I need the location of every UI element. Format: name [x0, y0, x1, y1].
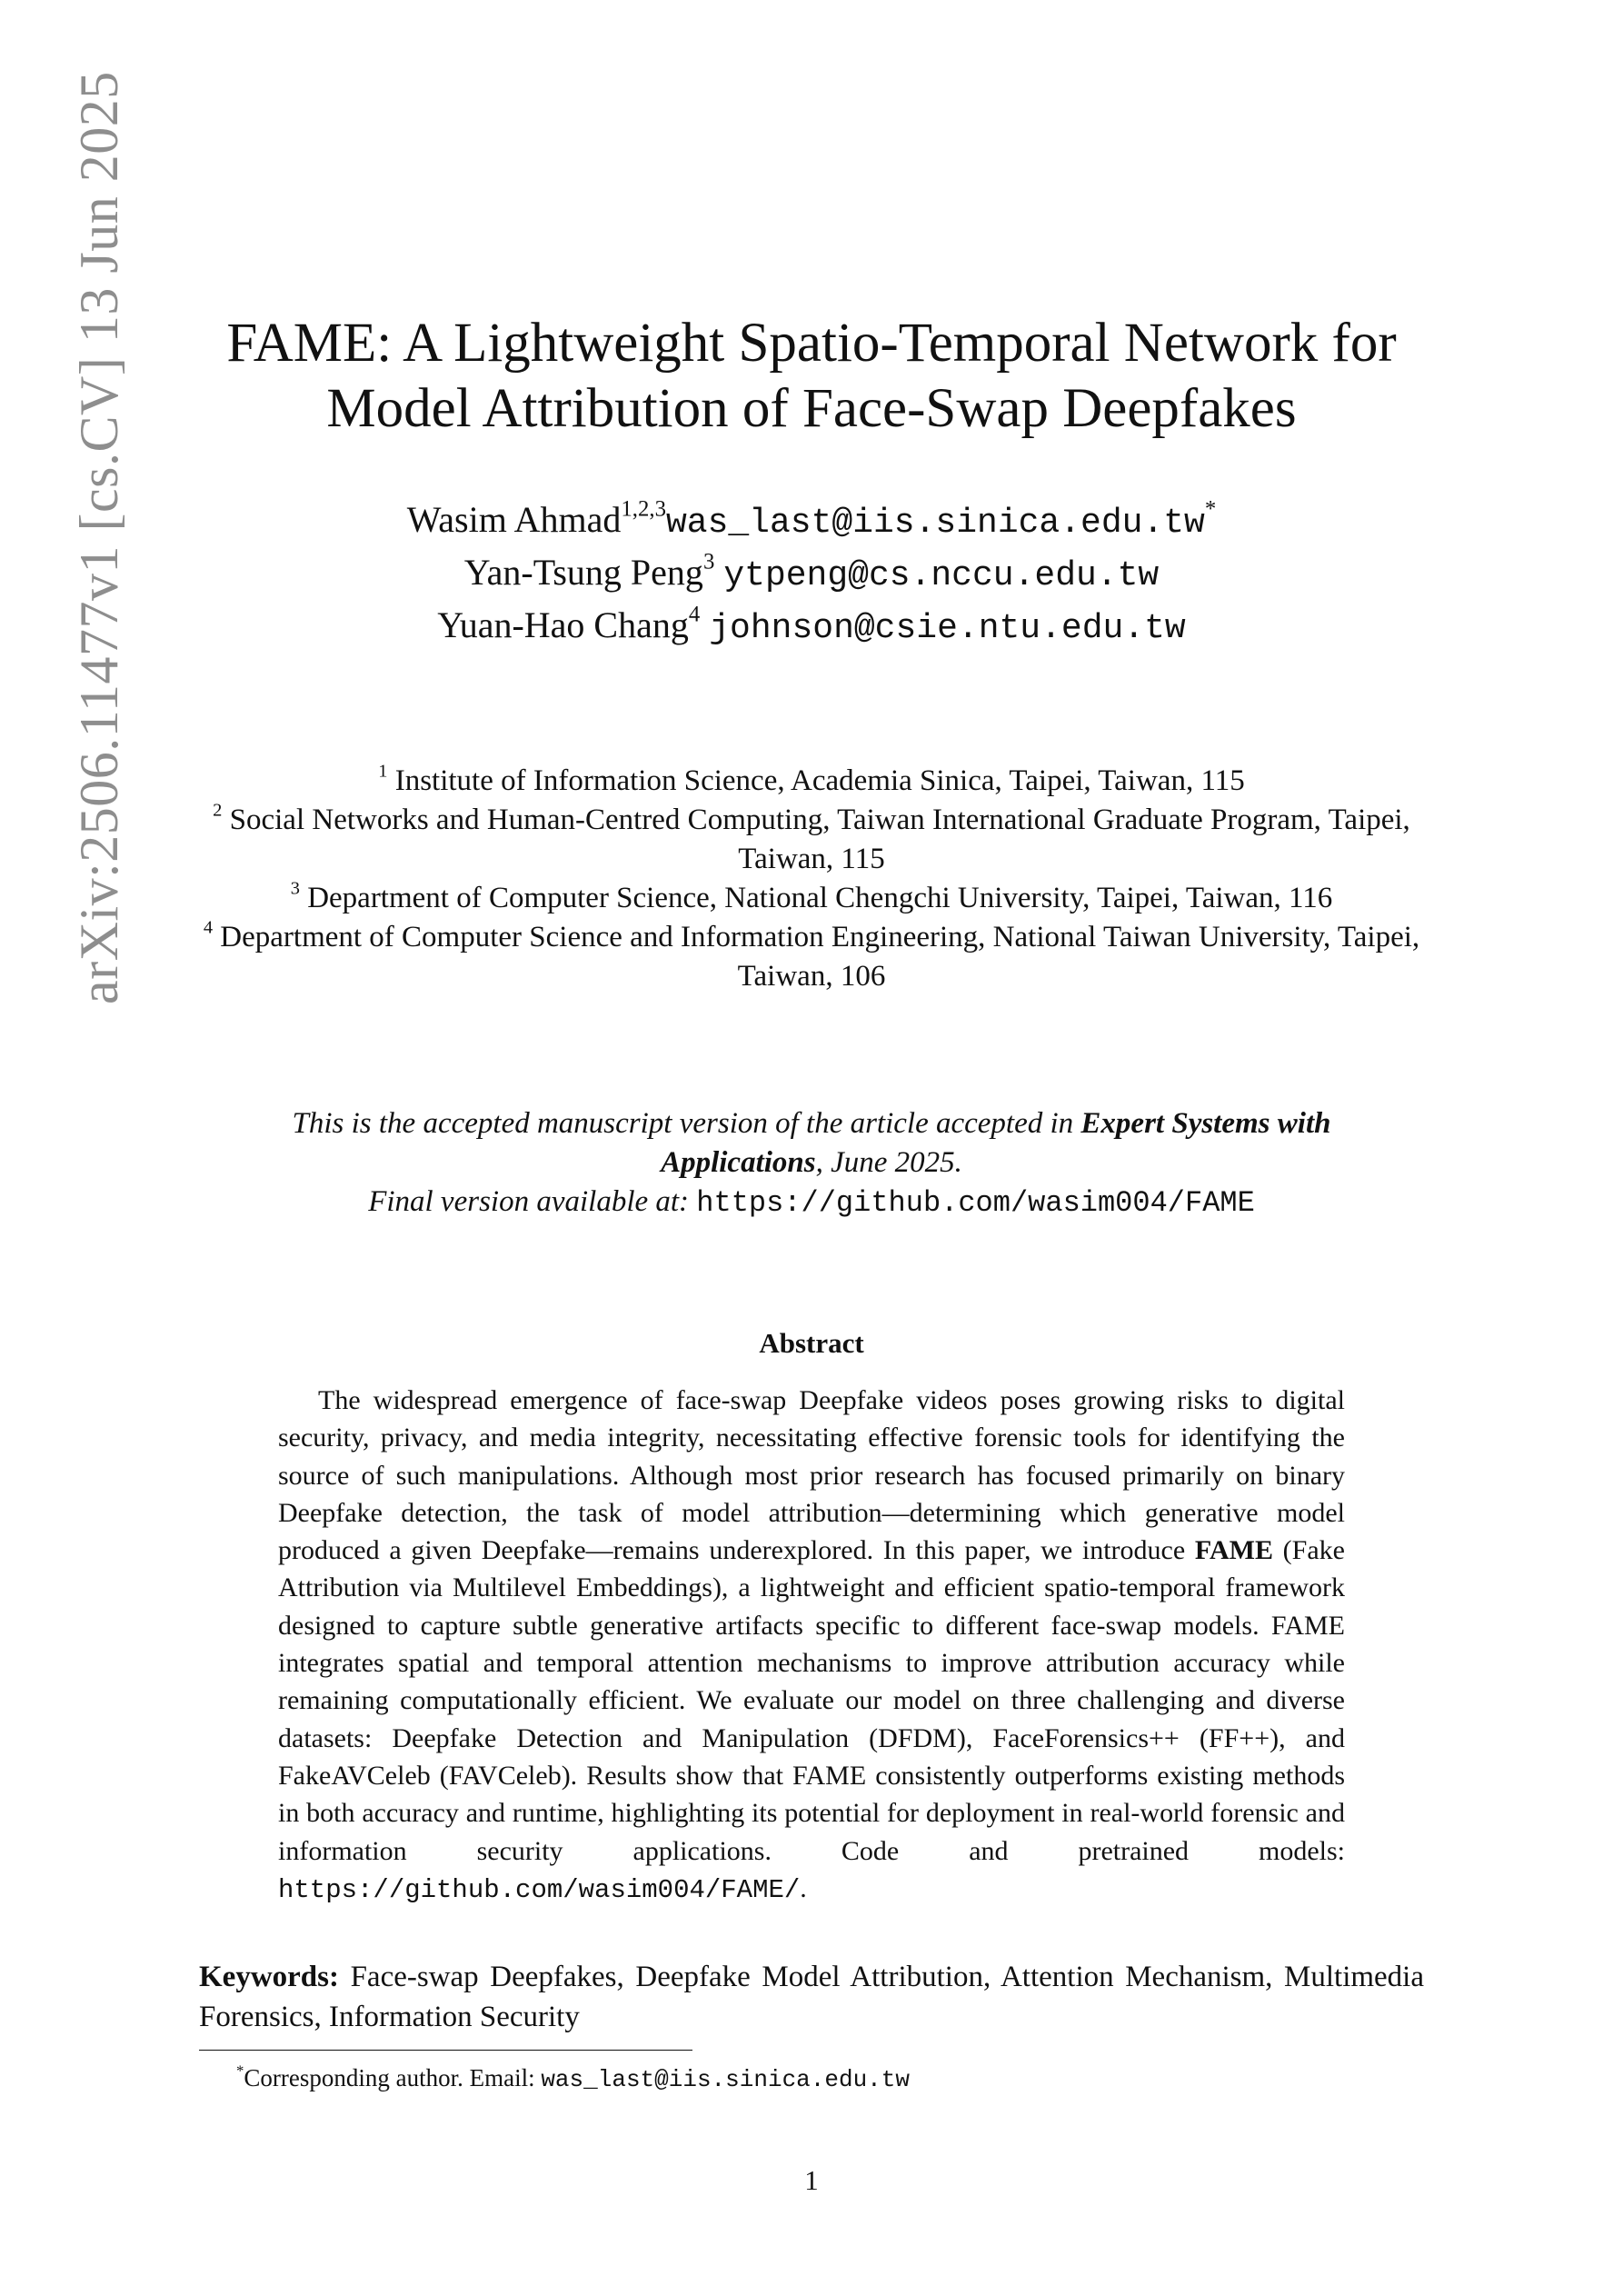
author-name: Yuan-Hao Chang	[437, 604, 689, 645]
keywords	[199, 1957, 1424, 2037]
affiliation-number: 1	[378, 761, 388, 782]
affiliation-text: Department of Computer Science and Information Engineering, National Taiwan University, Taipei, Taiwan, 106	[220, 921, 1420, 993]
affiliation-entry	[182, 801, 1441, 879]
keywords-label: Keywords:	[199, 1961, 339, 1993]
acceptance-note	[209, 1104, 1414, 1183]
abstract-text	[278, 1382, 1345, 1909]
affiliation-text: Institute of Information Science, Academia Sinica, Taipei, Taiwan, 115	[394, 764, 1245, 797]
affiliation-entry	[182, 879, 1441, 918]
footnote-divider	[199, 2050, 692, 2051]
author-email[interactable]: johnson@csie.ntu.edu.tw	[709, 609, 1186, 648]
abstract-part: The widespread emergence of face-swap Deepfake videos poses growing risks to digital security, privacy, and media integrity, necessitating effective forensic tools for identifying the source of such manipulations. Although most prior research has focused primarily on binary Deepfake detection, the task of model attribution—determining which generative model produced a given Deepfake—remains underexplored. In this paper, we introduce	[278, 1385, 1345, 1566]
affiliation-list	[182, 762, 1441, 996]
author-email[interactable]: ytpeng@cs.nccu.edu.tw	[723, 556, 1160, 595]
author-affiliation-marks: 1,2,3	[621, 496, 666, 522]
keywords-text: Face-swap Deepfakes, Deepfake Model Attribution, Attention Mechanism, Multimedia Forensics, Information Security	[199, 1961, 1424, 2033]
affiliation-text: Department of Computer Science, National Chengchi University, Taipei, Taiwan, 116	[307, 882, 1333, 914]
note-suffix: , June 2025.	[815, 1146, 962, 1179]
paper-title	[0, 311, 1623, 442]
code-link[interactable]: https://github.com/wasim004/FAME/	[278, 1874, 801, 1905]
affiliation-entry	[182, 918, 1441, 996]
author-name: Yan-Tsung Peng	[463, 552, 703, 593]
affiliation-text: Social Networks and Human-Centred Computing, Taiwan International Graduate Program, Taipei, Taiwan, 115	[229, 804, 1410, 875]
footnote-text: Corresponding author. Email:	[244, 2064, 542, 2091]
abstract-part: (Fake Attribution via Multilevel Embeddings), a lightweight and efficient spatio-temporal framework designed to capture subtle generative artifacts specific to different face-swap models. FAME integrates spatial and temporal attention mechanisms to improve attribution accuracy while remaining computationally efficient. We evaluate our model on three challenging and diverse datasets: Deepfake Detection and Manipulation (DFDM), FaceForensics++ (FF++), and FakeAVCeleb (FAVCeleb). Results show that FAME consistently outperforms existing methods in both accuracy and runtime, highlighting its potential for deployment in real-world forensic and information security applications. Code and pretrained models:	[278, 1535, 1345, 1866]
author-entry	[0, 495, 1623, 548]
affiliation-number: 3	[290, 878, 300, 899]
abstract-end: .	[800, 1872, 807, 1903]
abstract-heading: Abstract	[759, 1327, 864, 1359]
affiliation-number: 4	[203, 917, 214, 938]
publication-note	[209, 1104, 1414, 1223]
note-prefix: This is the accepted manuscript version of the article accepted in	[292, 1107, 1081, 1140]
abstract-bold-term: FAME	[1194, 1535, 1273, 1566]
final-version-note	[209, 1183, 1414, 1223]
footnote-mark: *	[236, 2061, 244, 2080]
final-version-link[interactable]: https://github.com/wasim004/FAME	[696, 1186, 1255, 1220]
footnote-email[interactable]: was_last@iis.sinica.edu.tw	[541, 2066, 910, 2093]
author-affiliation-marks: 3	[702, 549, 715, 574]
affiliation-number: 2	[213, 800, 223, 821]
author-name: Wasim Ahmad	[406, 499, 622, 540]
affiliation-entry	[182, 762, 1441, 801]
arxiv-identifier-stamp: arXiv:2506.11477v1 [cs.CV] 13 Jun 2025	[69, 71, 129, 1004]
author-affiliation-marks: 4	[688, 602, 701, 627]
author-entry	[0, 548, 1623, 601]
corresponding-author-mark: *	[1204, 496, 1217, 522]
title-line: Model Attribution of Face-Swap Deepfakes	[326, 378, 1297, 439]
title-line: FAME: A Lightweight Spatio-Temporal Network for	[226, 313, 1397, 374]
author-list	[0, 495, 1623, 654]
author-email[interactable]: was_last@iis.sinica.edu.tw	[665, 504, 1205, 543]
journal-name: Expert Systems with Applications	[661, 1107, 1331, 1179]
page-number: 1	[804, 2164, 819, 2196]
final-version-label: Final version available at:	[368, 1185, 697, 1218]
footnote	[236, 2061, 910, 2096]
author-entry	[0, 601, 1623, 654]
